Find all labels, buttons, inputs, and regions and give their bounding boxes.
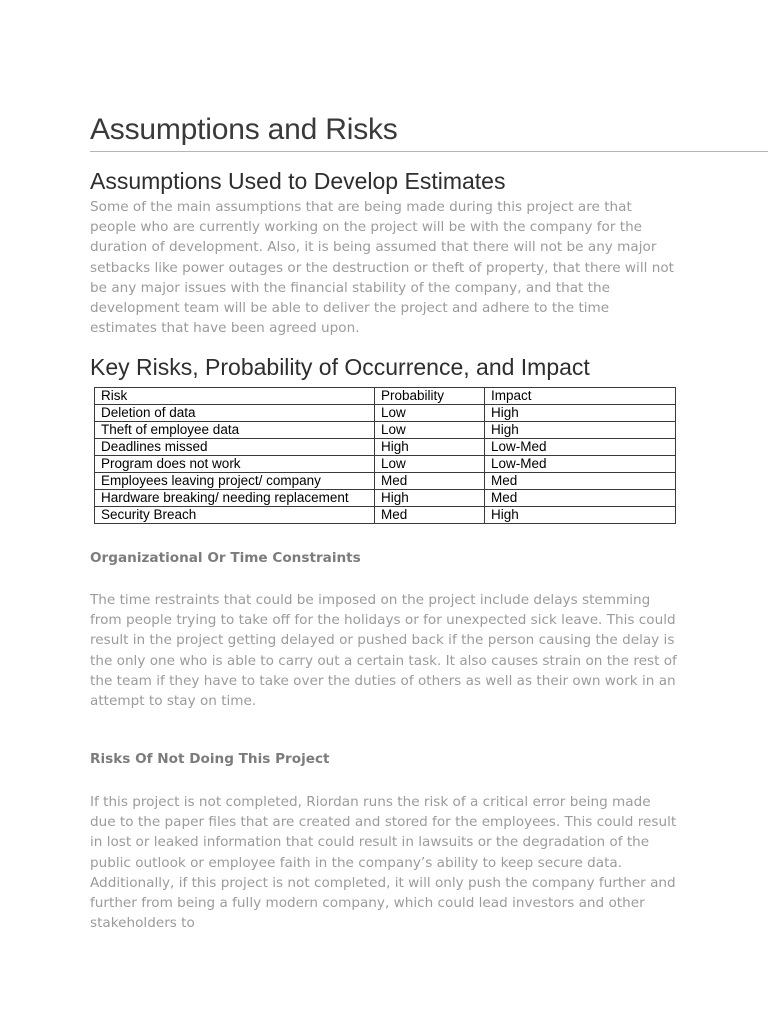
- column-header-probability: Probability: [375, 388, 485, 405]
- risk-cell: Program does not work: [95, 456, 375, 473]
- risk-cell: Hardware breaking/ needing replacement: [95, 490, 375, 507]
- table-row: [95, 507, 676, 524]
- risk-table: [94, 387, 676, 524]
- probability-cell: Low: [375, 456, 485, 473]
- probability-cell: High: [375, 439, 485, 456]
- risk-cell: Deadlines missed: [95, 439, 375, 456]
- risk-cell: Security Breach: [95, 507, 375, 524]
- impact-cell: Low-Med: [485, 456, 676, 473]
- risk-cell: Theft of employee data: [95, 422, 375, 439]
- table-row: [95, 473, 676, 490]
- risk-cell: Employees leaving project/ company: [95, 473, 375, 490]
- impact-cell: Med: [485, 473, 676, 490]
- impact-cell: High: [485, 507, 676, 524]
- column-header-impact: Impact: [485, 388, 676, 405]
- table-row: [95, 490, 676, 507]
- constraints-heading: Organizational Or Time Constraints: [90, 550, 361, 566]
- assumptions-heading: Assumptions Used to Develop Estimates: [90, 168, 506, 194]
- not-doing-paragraph: If this project is not completed, Riordan runs the risk of a critical error being made due to the paper files that are created and stored for the employees. This could result in lost or leaked information that could result in lawsuits or the degradation of the public outlook or employee faith in the company’s ability to keep secure data. Additionally, if this project is not completed, it will only push the company further and further from being a fully modern company, which could lead investors and other stakeholders to: [90, 794, 677, 932]
- impact-cell: High: [485, 422, 676, 439]
- table-row: [95, 439, 676, 456]
- impact-cell: Low-Med: [485, 439, 676, 456]
- table-row: [95, 405, 676, 422]
- probability-cell: Low: [375, 405, 485, 422]
- probability-cell: Med: [375, 473, 485, 490]
- probability-cell: Med: [375, 507, 485, 524]
- probability-cell: High: [375, 490, 485, 507]
- table-row: [95, 422, 676, 439]
- impact-cell: High: [485, 405, 676, 422]
- page-title: Assumptions and Risks: [90, 113, 398, 146]
- column-header-risk: Risk: [95, 388, 375, 405]
- key-risks-heading: Key Risks, Probability of Occurrence, and Impact: [90, 354, 590, 380]
- probability-cell: Low: [375, 422, 485, 439]
- title-divider: [90, 151, 768, 152]
- table-header-row: [95, 388, 676, 405]
- assumptions-paragraph: Some of the main assumptions that are being made during this project are that people who are currently working on the project will be with the company for the duration of development. Also, it is being assumed that there will not be any major setbacks like power outages or the destruction or theft of property, that there will not be any major issues with the financial stability of the company, and that the development team will be able to deliver the project and adhere to the time estimates that have been agreed upon.: [90, 199, 674, 337]
- impact-cell: Med: [485, 490, 676, 507]
- constraints-paragraph: The time restraints that could be imposed on the project include delays stemming from people trying to take off for the holidays or for unexpected sick leave. This could result in the project getting delayed or pushed back if the person causing the delay is the only one who is able to carry out a certain task. It also causes strain on the rest of the team if they have to take over the duties of others as well as their own work in an attempt to stay on time.: [90, 592, 677, 710]
- not-doing-heading: Risks Of Not Doing This Project: [90, 751, 330, 767]
- risk-cell: Deletion of data: [95, 405, 375, 422]
- table-row: [95, 456, 676, 473]
